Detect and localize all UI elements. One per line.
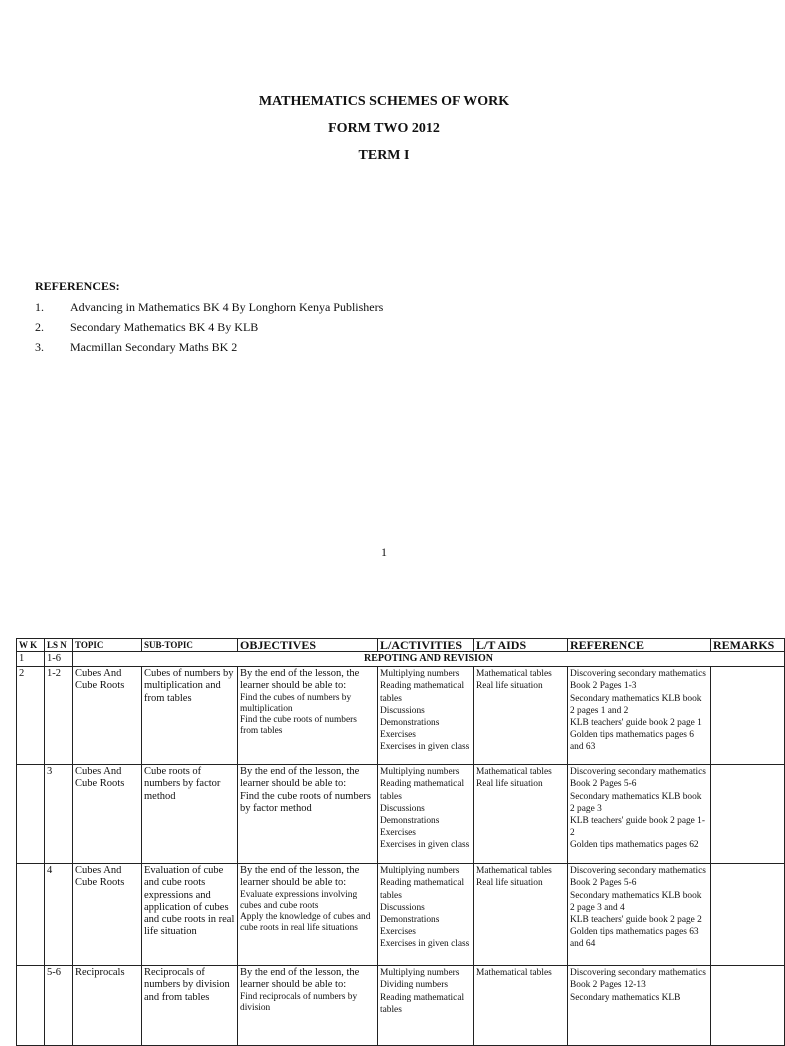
- cell-aids: Mathematical tables: [474, 966, 568, 1046]
- header-topic: TOPIC: [73, 639, 142, 652]
- cell-subtopic: Cubes of numbers by multiplication and from tables: [142, 667, 238, 765]
- cell-topic: Cubes And Cube Roots: [73, 667, 142, 765]
- cell-topic: Reciprocals: [73, 966, 142, 1046]
- cell-lsn: 4: [45, 864, 73, 966]
- header-aids: L/T AIDS: [474, 639, 568, 652]
- page-number: 1: [381, 545, 387, 559]
- reference-item: 2. Secondary Mathematics BK 4 By KLB: [35, 320, 259, 334]
- cell-activities: Multiplying numbers Dividing numbers Reading mathematical tables: [378, 966, 474, 1046]
- cell-subtopic: Evaluation of cube and cube roots expressions and application of cubes and cube roots in real life situation: [142, 864, 238, 966]
- cell-wk: [17, 765, 45, 864]
- cell-reference: Discovering secondary mathematics Book 2 Pages 12-13 Secondary mathematics KLB: [568, 966, 711, 1046]
- revision-label: REPOTING AND REVISION: [73, 652, 785, 667]
- header-subtopic: SUB-TOPIC: [142, 639, 238, 652]
- table-row: [17, 667, 785, 765]
- cell-objectives: By the end of the lesson, the learner should be able to: Evaluate expressions involving cubes and cube roots Apply the knowledge of cubes and cube roots in real life situations: [238, 864, 378, 966]
- cell-aids: Mathematical tables Real life situation: [474, 765, 568, 864]
- cell-lsn: 1-6: [45, 652, 73, 667]
- cell-wk: [17, 864, 45, 966]
- header-remarks: REMARKS: [711, 639, 785, 652]
- table-row: [17, 966, 785, 1046]
- cell-remarks: [711, 864, 785, 966]
- header-lsn: LS N: [45, 639, 73, 652]
- cell-subtopic: Cube roots of numbers by factor method: [142, 765, 238, 864]
- cell-activities: Multiplying numbers Reading mathematical tables Discussions Demonstrations Exercises Exercises in given class: [378, 667, 474, 765]
- cell-aids: Mathematical tables Real life situation: [474, 667, 568, 765]
- cell-aids: Mathematical tables Real life situation: [474, 864, 568, 966]
- header-objectives: OBJECTIVES: [238, 639, 378, 652]
- cell-remarks: [711, 966, 785, 1046]
- cell-wk: 1: [17, 652, 45, 667]
- cell-objectives: By the end of the lesson, the learner should be able to: Find reciprocals of numbers by division: [238, 966, 378, 1046]
- cell-activities: Multiplying numbers Reading mathematical tables Discussions Demonstrations Exercises Exercises in given class: [378, 765, 474, 864]
- cell-objectives: By the end of the lesson, the learner should be able to: Find the cube roots of numbers by factor method: [238, 765, 378, 864]
- cell-wk: [17, 966, 45, 1046]
- document-subtitle-term: TERM I: [358, 148, 410, 163]
- header-wk: W K: [17, 639, 45, 652]
- header-reference: REFERENCE: [568, 639, 711, 652]
- cell-topic: Cubes And Cube Roots: [73, 864, 142, 966]
- table-row: [17, 864, 785, 966]
- cell-reference: Discovering secondary mathematics Book 2 Pages 5-6 Secondary mathematics KLB book 2 page 3 KLB teachers' guide book 2 page 1-2 Golden tips mathematics pages 62: [568, 765, 711, 864]
- cell-lsn: 5-6: [45, 966, 73, 1046]
- cell-remarks: [711, 765, 785, 864]
- references-heading: REFERENCES:: [35, 279, 120, 293]
- scheme-table-container: [16, 638, 775, 1024]
- reference-item: 3. Macmillan Secondary Maths BK 2: [35, 340, 238, 354]
- cell-reference: Discovering secondary mathematics Book 2 Pages 5-6 Secondary mathematics KLB book 2 page 3 and 4 KLB teachers' guide book 2 page 2 Golden tips mathematics pages 63 and 64: [568, 864, 711, 966]
- cell-wk: 2: [17, 667, 45, 765]
- header-activities: L/ACTIVITIES: [378, 639, 474, 652]
- cell-activities: Multiplying numbers Reading mathematical tables Discussions Demonstrations Exercises Exercises in given class: [378, 864, 474, 966]
- reference-item: 1. Advancing in Mathematics BK 4 By Longhorn Kenya Publishers: [35, 300, 384, 314]
- cell-lsn: 3: [45, 765, 73, 864]
- cell-remarks: [711, 667, 785, 765]
- cell-objectives: By the end of the lesson, the learner should be able to: Find the cubes of numbers by multiplication Find the cube roots of numbers from tables: [238, 667, 378, 765]
- revision-row: [17, 652, 785, 667]
- table-header-row: [17, 639, 785, 652]
- cell-topic: Cubes And Cube Roots: [73, 765, 142, 864]
- document-title: MATHEMATICS SCHEMES OF WORK: [258, 94, 510, 109]
- table-row: [17, 765, 785, 864]
- scheme-of-work-table: [16, 638, 785, 1046]
- cell-reference: Discovering secondary mathematics Book 2 Pages 1-3 Secondary mathematics KLB book 2 pages 1 and 2 KLB teachers' guide book 2 page 1 Golden tips mathematics pages 6 and 63: [568, 667, 711, 765]
- cell-subtopic: Reciprocals of numbers by division and from tables: [142, 966, 238, 1046]
- cell-lsn: 1-2: [45, 667, 73, 765]
- document-subtitle-form: FORM TWO 2012: [328, 121, 440, 136]
